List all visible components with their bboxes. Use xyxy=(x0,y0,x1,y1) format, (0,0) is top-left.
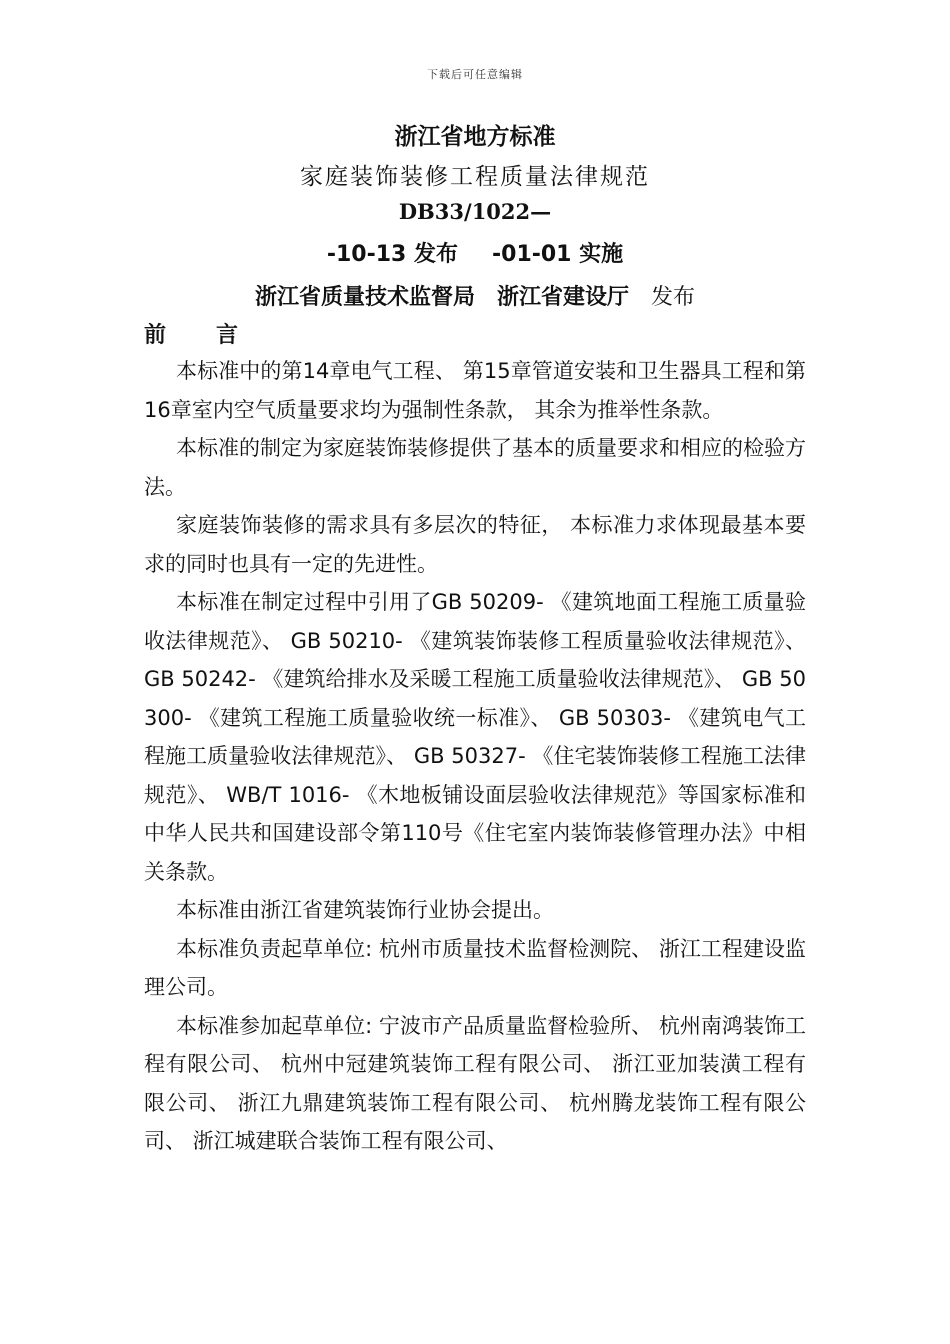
foreword-char-1: 前 xyxy=(144,323,167,348)
issuer-line xyxy=(0,280,950,311)
issue-verb: 发布 xyxy=(651,285,696,310)
foreword-heading xyxy=(144,318,238,349)
paragraph-mandatory-clauses: 本标准中的第14章电气工程、 第15章管道安装和卫生器具工程和第16章室内空气质量要求均为强制性条款， 其余为推举性条款。 xyxy=(144,359,806,422)
publish-date: -10-13 发布 xyxy=(326,242,458,267)
effective-date: -01-01 实施 xyxy=(492,242,624,267)
paragraph-references: 本标准在制定过程中引用了GB 50209- 《建筑地面工程施工质量验收法律规范》、 GB 50210- 《建筑装饰装修工程质量验收法律规范》、 GB 50242- 《建筑给排水及采暖工程施工质量验收法律规范》、 GB 50300- 《建筑工程施工质量验收统一标准》、 GB 50303- 《建筑电气工程施工质量验收法律规范》、 GB 50327- 《住宅装饰装修工程施工法律规范》、 WB/T 1016- 《木地板铺设面层验收法律规范》等国家标准和中华人民共和国建设部令第110号《住宅室内装饰装修管理办法》中相关条款。 xyxy=(144,590,806,884)
paragraph-requirements: 家庭装饰装修的需求具有多层次的特征， 本标准力求体现最基本要求的同时也具有一定的先进性。 xyxy=(144,513,806,576)
header-note: 下载后可任意编辑 xyxy=(427,68,523,81)
paragraph-lead-drafters: 本标准负责起草单位: 杭州市质量技术监督检测院、 浙江工程建设监理公司。 xyxy=(144,936,806,999)
standard-title: 家庭装饰装修工程质量法律规范 xyxy=(300,164,650,190)
issuer-construction-dept: 浙江省建设厅 xyxy=(496,285,629,310)
paragraph-purpose: 本标准的制定为家庭装饰装修提供了基本的质量要求和相应的检验方法。 xyxy=(144,436,806,499)
paragraph-proposer: 本标准由浙江省建筑装饰行业协会提出。 xyxy=(176,898,554,922)
standard-code: DB33/1022— xyxy=(398,199,552,224)
issuer-quality-bureau: 浙江省质量技术监督局 xyxy=(254,285,475,310)
foreword-body xyxy=(144,352,806,1161)
dates-line xyxy=(0,237,950,268)
foreword-char-2: 言 xyxy=(216,323,239,348)
standard-type-heading: 浙江省地方标准 xyxy=(394,124,556,150)
paragraph-participating-drafters: 本标准参加起草单位: 宁波市产品质量监督检验所、 杭州南鸿装饰工程有限公司、 杭州中冠建筑装饰工程有限公司、 浙江亚加装潢工程有限公司、 浙江九鼎建筑装饰工程有限公司、 杭州腾龙装饰工程有限公司、 浙江城建联合装饰工程有限公司、 xyxy=(144,1013,806,1153)
